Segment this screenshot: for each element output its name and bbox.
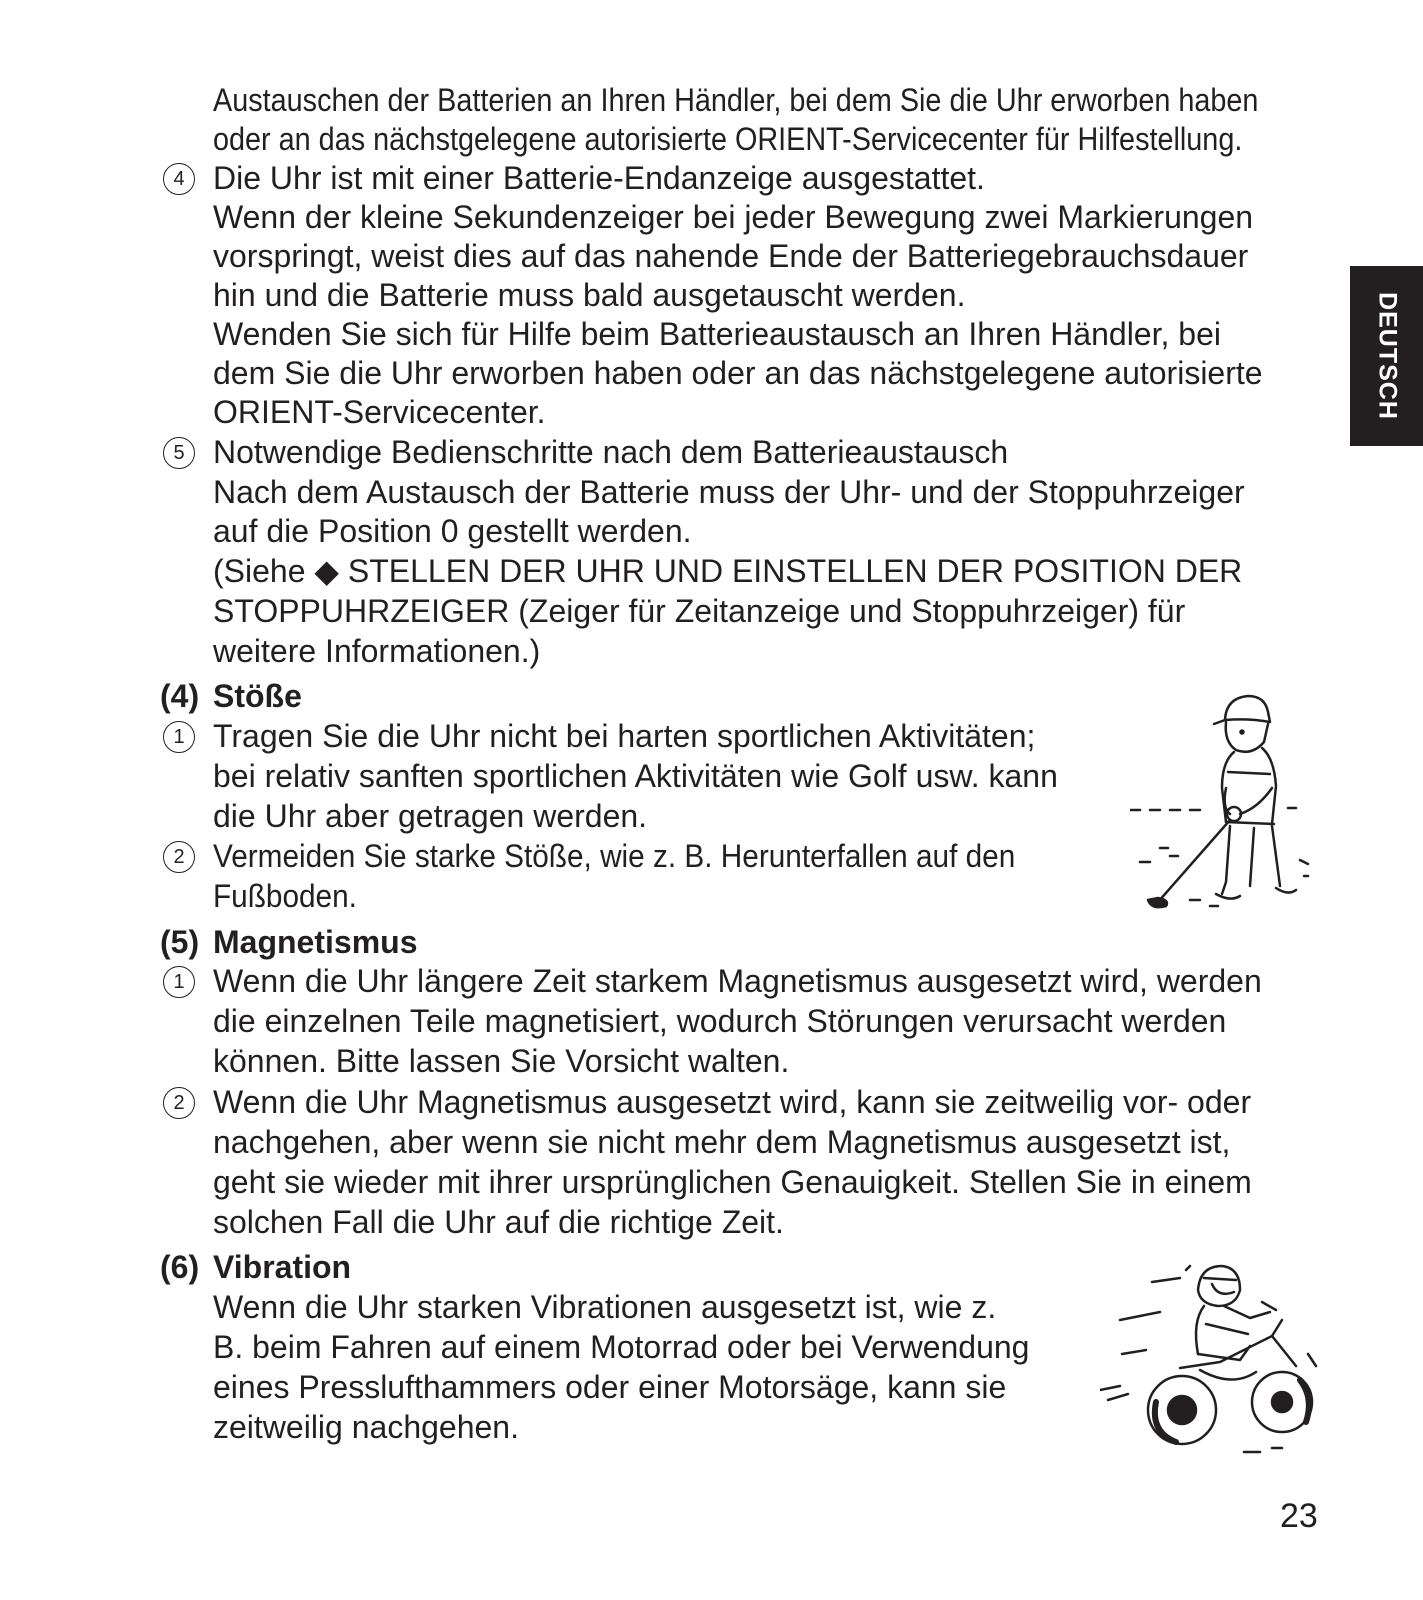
section5-item1-line-2: die einzelnen Teile magnetisiert, wodurch Störungen verursacht werden: [213, 1003, 1227, 1039]
item5-line-5: STOPPUHRZEIGER (Zeiger für Zeitanzeige und Stoppuhrzeiger) für: [213, 593, 1186, 629]
item5-line-1: Notwendige Bedienschritte nach dem Batterieaustausch: [213, 434, 1009, 470]
section4-item1-line-1: Tragen Sie die Uhr nicht bei harten sportlichen Aktivitäten;: [213, 718, 1036, 754]
item5-line-4: (Siehe ◆ STELLEN DER UHR UND EINSTELLEN DER POSITION DER: [213, 553, 1243, 589]
section-6-number: (6): [160, 1249, 200, 1285]
section4-item2-line-1: Vermeiden Sie starke Stöße, wie z. B. Herunterfallen auf den: [213, 838, 1016, 874]
section-5-title: Magnetismus: [213, 924, 418, 960]
circled-number-2: 2: [163, 841, 195, 873]
section5-item1-line-3: können. Bitte lassen Sie Vorsicht walten.: [213, 1043, 790, 1079]
circled-number-2: 2: [163, 1087, 195, 1119]
intro-line-2: oder an das nächstgelegene autorisierte ORIENT-Servicecenter für Hilfestellung.: [213, 121, 1243, 157]
motorcyclist-illustration: [1100, 1262, 1330, 1462]
page-number: 23: [1280, 1497, 1318, 1535]
section6-line-1: Wenn die Uhr starken Vibrationen ausgesetzt ist, wie z.: [213, 1289, 997, 1325]
section6-line-4: zeitweilig nachgehen.: [213, 1409, 519, 1445]
section-6-title: Vibration: [213, 1249, 352, 1285]
section-4-title: Stöße: [213, 678, 302, 714]
language-tab: [1350, 266, 1423, 446]
item4-line-1: Die Uhr ist mit einer Batterie-Endanzeige ausgestattet.: [213, 160, 985, 196]
section5-item2-line-2: nachgehen, aber wenn sie nicht mehr dem Magnetismus ausgesetzt ist,: [213, 1124, 1231, 1160]
item4-line-6: dem Sie die Uhr erworben haben oder an das nächstgelegene autorisierte: [213, 355, 1263, 391]
section-4-heading: [160, 676, 302, 716]
section5-item2-line-1: Wenn die Uhr Magnetismus ausgesetzt wird, kann sie zeitweilig vor- oder: [213, 1084, 1252, 1120]
section-4-number: (4): [160, 678, 200, 714]
item5-line-2: Nach dem Austausch der Batterie muss der Uhr- und der Stoppuhrzeiger: [213, 474, 1245, 510]
item5-line-3: auf die Position 0 gestellt werden.: [213, 513, 692, 549]
language-tab-label: DEUTSCH: [1373, 292, 1401, 420]
section-5-heading: [160, 922, 417, 962]
circled-number-1: 1: [163, 966, 195, 998]
section4-item2-line-2: Fußboden.: [213, 878, 357, 914]
section5-item1-line-1: Wenn die Uhr längere Zeit starkem Magnetismus ausgesetzt wird, werden: [213, 963, 1262, 999]
section6-line-3: eines Presslufthammers oder einer Motorsäge, kann sie: [213, 1369, 1007, 1405]
section6-line-2: B. beim Fahren auf einem Motorrad oder bei Verwendung: [213, 1329, 1030, 1365]
item4-line-2: Wenn der kleine Sekundenzeiger bei jeder Bewegung zwei Markierungen: [213, 199, 1254, 235]
section5-item2-line-4: solchen Fall die Uhr auf die richtige Zeit.: [213, 1204, 784, 1240]
item5-line-6: weitere Informationen.): [213, 633, 541, 669]
item4-line-4: hin und die Batterie muss bald ausgetauscht werden.: [213, 277, 966, 313]
item4-line-3: vorspringt, weist dies auf das nahende Ende der Batteriegebrauchsdauer: [213, 238, 1249, 274]
circled-number-5: 5: [163, 437, 195, 469]
circled-number-4: 4: [163, 163, 195, 195]
section5-item2-line-3: geht sie wieder mit ihrer ursprünglichen Genauigkeit. Stellen Sie in einem: [213, 1164, 1252, 1200]
intro-line-1: Austauschen der Batterien an Ihren Händler, bei dem Sie die Uhr erworben haben: [213, 82, 1259, 118]
section4-item1-line-2: bei relativ sanften sportlichen Aktivitäten wie Golf usw. kann: [213, 758, 1058, 794]
circled-number-1: 1: [163, 721, 195, 753]
section-6-heading: [160, 1247, 351, 1287]
item4-line-5: Wenden Sie sich für Hilfe beim Batterieaustausch an Ihren Händler, bei: [213, 316, 1221, 352]
item4-line-7: ORIENT-Servicecenter.: [213, 394, 546, 430]
section4-item1-line-3: die Uhr aber getragen werden.: [213, 798, 648, 834]
golfer-illustration: [1130, 690, 1330, 935]
section-5-number: (5): [160, 924, 200, 960]
